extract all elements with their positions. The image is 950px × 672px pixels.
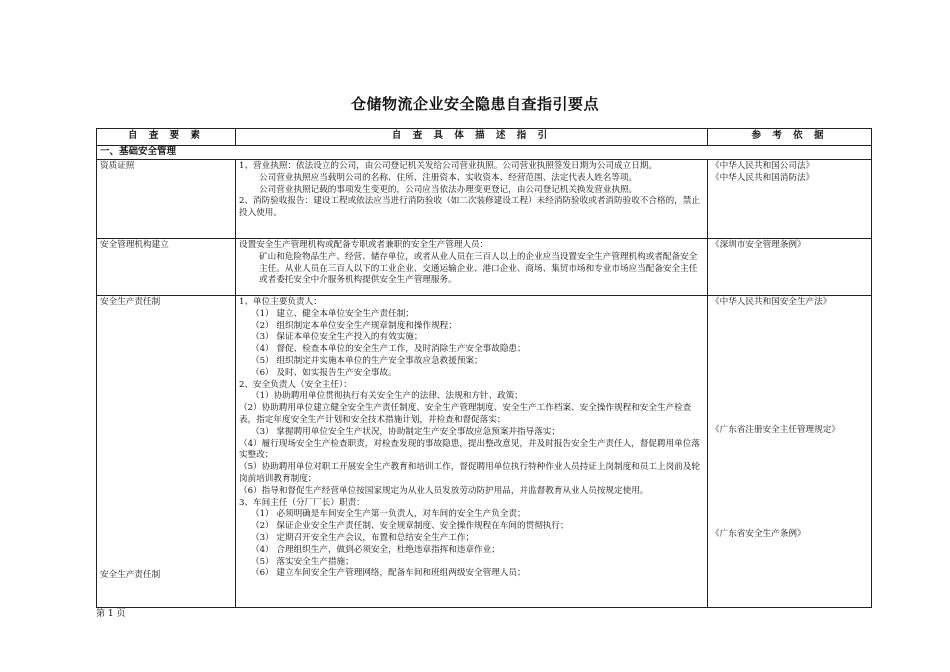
desc-line: 2、安全负责人（安全主任）： xyxy=(239,379,352,390)
desc-line: （4） 督促、检查本单位的安全生产工作，及时消除生产安全事故隐患； xyxy=(251,344,526,355)
desc-line: （3） 掌握聘用单位安全生产状况，协助制定生产安全事故应急预案并指导落实； xyxy=(251,426,560,437)
desc-line: 公司营业执照记载的事项发生变更的，公司应当依法办理变更登记，由公司登记机关换发营业执照。 xyxy=(259,184,638,195)
section-row xyxy=(97,146,872,160)
row-element-label: 安全生产责任制 xyxy=(100,297,161,307)
header-reference: 参 考 依 据 xyxy=(708,129,872,146)
row-element xyxy=(97,296,236,608)
document-title: 仓储物流企业安全隐患自查指引要点 xyxy=(350,95,599,113)
desc-line: 公司营业执照应当载明公司的名称、住所、注册资本、实收资本、经营范围、法定代表人姓名等项。 xyxy=(259,172,638,183)
checklist-table xyxy=(96,128,872,608)
section-title: 一、基础安全管理 xyxy=(97,146,872,160)
desc-line: 矿山和危险物品生产、经营、储存单位，或者从业人员在三百人以上的企业应当设置安全生产管理机构或者配备安全主任。从业人员在三百人以下的工业企业、交通运输企业、港口企业、商场、集贸市场和专业市场应当配备安全主任或者委托安全中介服务机构提供安全生产管理服务。 xyxy=(259,251,698,286)
row-element: 安全管理机构建立 xyxy=(97,239,236,296)
desc-line: 设置安全生产管理机构或配备专职或者兼职的安全生产管理人员： xyxy=(239,240,489,250)
desc-line: 1、营业执照：依法设立的公司，由公司登记机关发给公司营业执照。公司营业执照签发日期为公司成立日期。 xyxy=(239,161,657,171)
row-description xyxy=(236,239,708,296)
desc-line: （2） 组织制定本单位安全生产规章制度和操作规程； xyxy=(251,320,457,331)
desc-line: （1） 必须明确是车间安全生产第一负责人，对车间的安全生产负全责； xyxy=(251,509,526,520)
table-row xyxy=(97,160,872,239)
row-element: 资质证照 xyxy=(97,160,236,239)
desc-line: （4） 合理组织生产，做到必须安全，杜绝违章指挥和违章作业； xyxy=(251,544,500,555)
ref-line: 《广东省注册安全主任管理规定》 xyxy=(711,425,840,435)
desc-line: （6） 及时、如实报告生产安全事故。 xyxy=(251,367,397,378)
page-number: 第 1 页 xyxy=(96,609,126,619)
desc-line: 1、单位主要负责人： xyxy=(239,297,322,307)
header-element: 自 查 要 素 xyxy=(97,129,236,146)
header-description: 自 查 具 体 描 述 指 引 xyxy=(236,129,708,146)
row-description xyxy=(236,296,708,608)
row-reference xyxy=(708,239,872,296)
row-reference xyxy=(708,296,872,608)
desc-line: （2） 保证企业安全生产责任制、安全规章制度、安全操作规程在车间的贯彻执行； xyxy=(251,521,569,532)
ref-line: 《中华人民共和国消防法》 xyxy=(711,172,815,183)
table-row xyxy=(97,239,872,296)
desc-line: （1）协助聘用单位贯彻执行有关安全生产的法律、法规和方针、政策； xyxy=(251,391,523,402)
ref-line: 《广东省安全生产条例》 xyxy=(711,529,806,539)
desc-line: （5） 组织制定并实施本单位的生产安全事故应急救援预案； xyxy=(251,355,483,366)
desc-line: （5） 落实安全生产措施； xyxy=(251,556,354,567)
header-row xyxy=(97,129,872,146)
desc-line: （3） 定期召开安全生产会议，布置和总结安全生产工作； xyxy=(251,532,475,543)
row-reference xyxy=(708,160,872,239)
desc-line: （2）协助聘用单位建立健全安全生产责任制度、安全生产管理制度、安全生产工作档案、安全操作规程和安全生产检查表，指定年度安全生产计划和安全技术措施计划，并检查和督促落实； xyxy=(239,403,692,425)
desc-line: （4）履行现场安全生产检查职责，对检查发现的事故隐患，提出整改意见，并及时报告安全生产责任人，督促聘用单位落实整改； xyxy=(239,438,700,461)
desc-line: （6） 建立车间安全生产管理网络，配备车间和班组两级安全管理人员； xyxy=(251,568,526,579)
ref-line: 《中华人民共和国公司法》 xyxy=(711,161,815,171)
desc-line: （3） 保证本单位安全生产投入的有效实施； xyxy=(251,332,423,343)
row-element-label-repeat: 安全生产责任制 xyxy=(100,570,161,580)
desc-line: 3、车间主任（分厂厂长）职责： xyxy=(239,497,365,508)
desc-line: （5）协助聘用单位对职工开展安全生产教育和培训工作，督促聘用单位执行特种作业人员持证上岗制度和员工上岗前及轮岗前培训教育制度； xyxy=(239,462,700,484)
desc-line: （6）指导和督促生产经营单位按国家规定为从业人员发放劳动防护用品，并监督教育从业人员按规定使用。 xyxy=(239,485,649,496)
desc-line: （1） 建立、健全本单位安全生产责任制； xyxy=(251,308,414,319)
ref-line: 《中华人民共和国安全生产法》 xyxy=(711,297,832,307)
table-row xyxy=(97,296,872,608)
desc-line: 2、消防验收报告：建设工程或依法应当进行消防验收（如二次装修建设工程）未经消防验收或者消防验收不合格的，禁止投入使用。 xyxy=(239,196,700,219)
ref-line: 《深圳市安全管理条例》 xyxy=(711,240,806,250)
row-description xyxy=(236,160,708,239)
